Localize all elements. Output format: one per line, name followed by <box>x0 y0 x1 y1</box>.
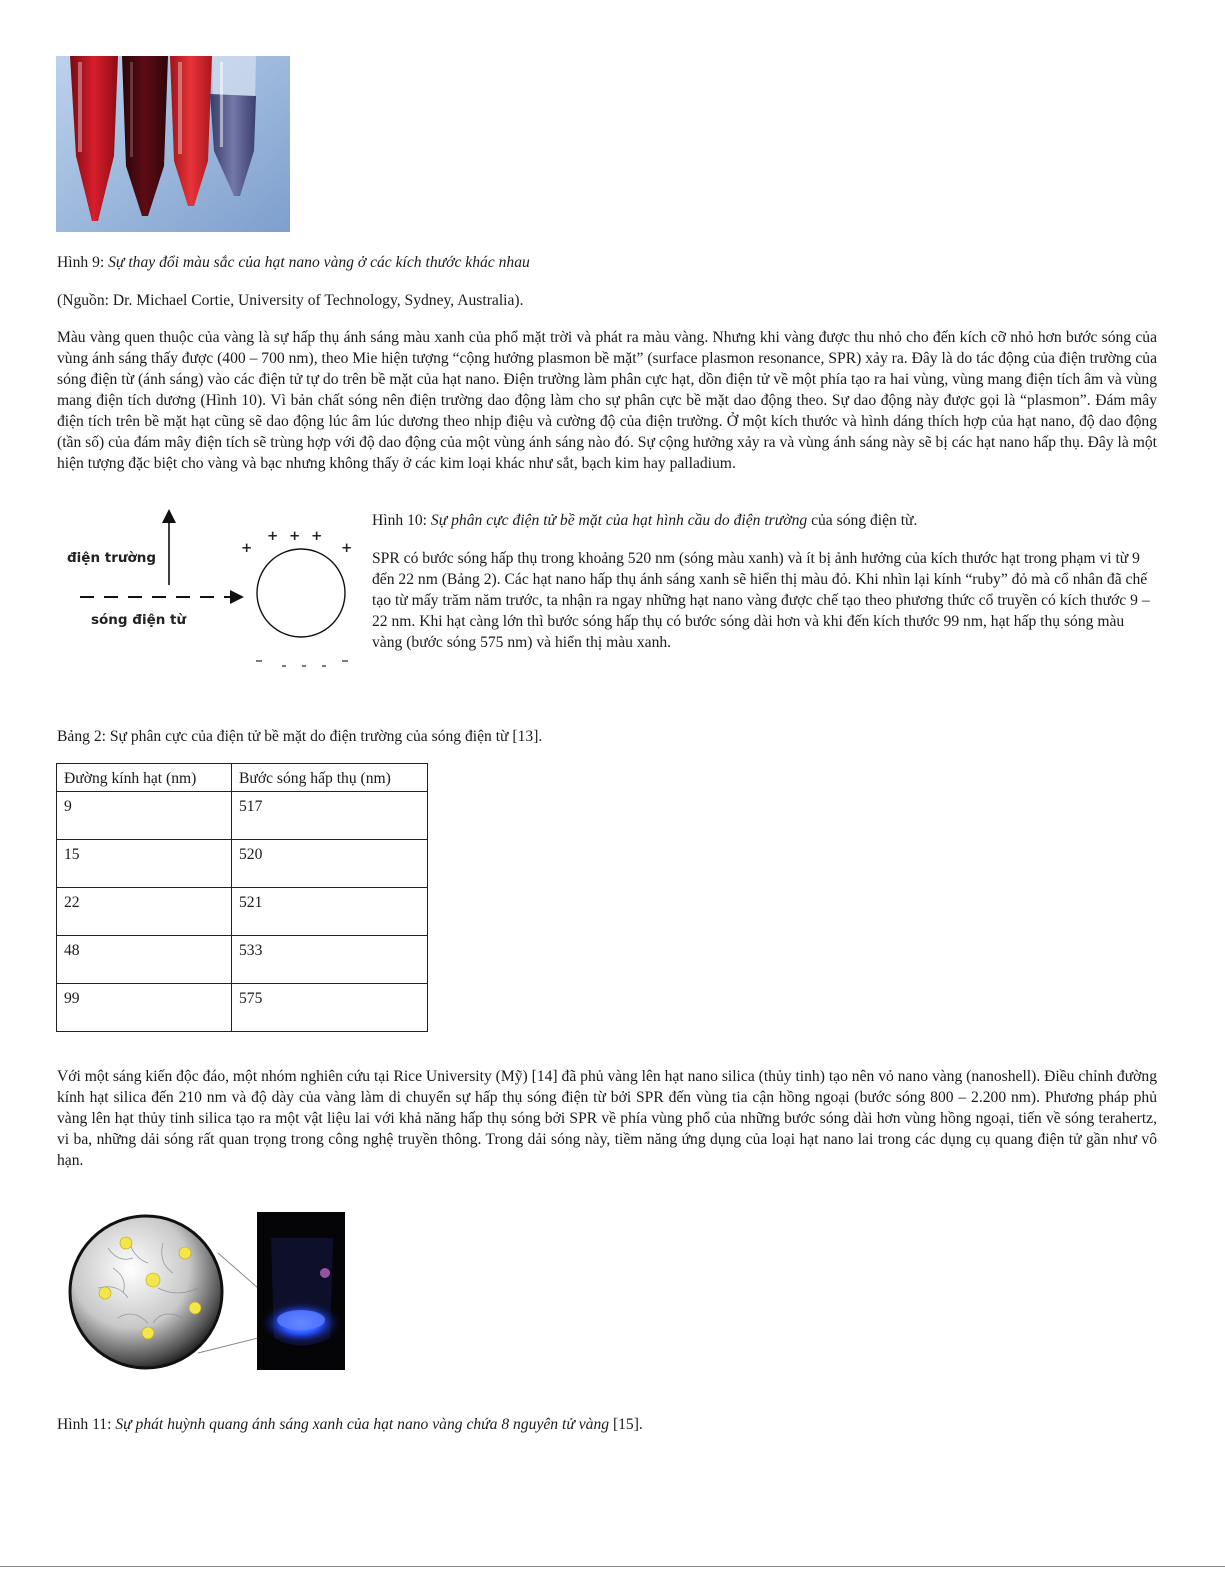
figure-9-caption: Hình 9: Sự thay đổi màu sắc của hạt nano vàng ở các kích thước khác nhau <box>57 254 530 271</box>
table-cell: 9 <box>57 792 232 840</box>
paragraph-spr-wavelength: SPR có bước sóng hấp thụ trong khoảng 520 nm (sóng màu xanh) và ít bị ảnh hưởng của kích thước hạt trong phạm vi từ 9 đến 22 nm (Bảng 2). Các hạt nano hấp thụ ánh sáng xanh sẽ hiển thị màu đỏ. Khi nhìn lại kính “ruby” đỏ mà cổ nhân đã chế tạo từ mấy trăm năm trước, ta nhận ra ngay những hạt nano vàng được chế tạo theo phương thức cổ truyền có kích thước 9 – 22 nm. Khi hạt càng lớn thì bước sóng hấp thụ có bước sóng dài hơn và khi đến kích thước 99 nm, hạt hấp thụ sóng màu vàng (bước sóng 575 nm) và hiển thị màu xanh. <box>372 550 1150 651</box>
table-row <box>57 888 428 936</box>
paragraph-nanoshell: Với một sáng kiến độc đáo, một nhóm nghiên cứu tại Rice University (Mỹ) [14] đã phủ vàng lên hạt nano silica (thủy tinh) tạo nên vỏ nano vàng (nanoshell). Điều chỉnh đường kính hạt silica đến 210 nm và độ dày của vàng làm di chuyển sự hấp thụ sóng điện từ bởi SPR đến vùng tia cận hồng ngoại (bước sóng 800 – 2.200 nm). Phương pháp phủ vàng lên hạt thủy tinh silica tạo ra một vật liệu lai với khả năng hấp thụ sóng bởi SPR về phía vùng phổ của những bước sóng dài hơn vùng hồng ngoại, tiến về sóng terahertz, vi ba, những dải sóng rất quan trọng trong công nghệ truyền thông. Trong dải sóng này, tiềm năng ứng dụng của loại hạt nano lai trong các dụng cụ quang điện tử gần như vô hạn. <box>57 1068 1157 1169</box>
figure-11-caption: Hình 11: Sự phát huỳnh quang ánh sáng xanh của hạt nano vàng chứa 8 nguyên tử vàng [15]. <box>57 1416 643 1433</box>
table-header-row <box>57 764 428 792</box>
svg-text:+: + <box>289 528 301 544</box>
positive-charges <box>241 528 352 556</box>
table-row <box>57 984 428 1032</box>
svg-text:+: + <box>311 528 323 544</box>
svg-text:+: + <box>341 540 353 556</box>
table-cell: 22 <box>57 888 232 936</box>
table-row <box>57 840 428 888</box>
svg-text:+: + <box>241 540 253 556</box>
table-cell: 575 <box>232 984 428 1032</box>
polarization-diagram <box>60 505 360 677</box>
table-cell: 517 <box>232 792 428 840</box>
em-wave-label: sóng điện từ <box>91 612 187 628</box>
negative-charges <box>256 661 348 666</box>
table-2-title: Bảng 2: Sự phân cực của điện tử bề mặt do điện trường của sóng điện từ [13]. <box>57 728 543 745</box>
column-header-wavelength: Bước sóng hấp thụ (nm) <box>232 764 428 792</box>
figure-9-source: (Nguồn: Dr. Michael Cortie, University of Technology, Sydney, Australia). <box>57 292 524 309</box>
table-cell: 99 <box>57 984 232 1032</box>
table-cell: 48 <box>57 936 232 984</box>
table-cell: 520 <box>232 840 428 888</box>
electric-field-label: điện trường <box>67 550 157 566</box>
paragraph-spr-intro: Màu vàng quen thuộc của vàng là sự hấp thụ ánh sáng màu xanh của phổ mặt trời và phát ra màu vàng. Nhưng khi vàng được thu nhỏ cho đến kích cỡ nhỏ hơn bước sóng của vùng ánh sáng thấy được (400 – 700 nm), theo Mie hiện tượng “cộng hưởng plasmon bề mặt” (surface plasmon resonance, SPR) xảy ra. Đây là do tác động của điện trường của sóng điện từ (ánh sáng) vào các điện tử tự do trên bề mặt của hạt nano. Điện trường làm phân cực hạt, dồn điện tử về một phía tạo ra hai vùng, vùng mang điện tích âm và vùng mang điện tích dương (Hình 10). Vì bản chất sóng nên điện trường dao động làm cho sự phân cực bề mặt dao động theo. Sự dao động này được gọi là “plasmon”. Đám mây điện tích trên bề mặt hạt cũng sẽ dao động lúc âm lúc dương theo nhịp điệu và cường độ của điện trường. Ở một kích thước và hình dáng thích hợp của hạt nano, độ dao động (tần số) của đám mây điện tích sẽ trùng hợp với độ dao động của một vùng ánh sáng nào đó. Sự cộng hưởng xảy ra và vùng ánh sáng này sẽ bị các hạt nano hấp thụ. Đây là một hiện tượng đặc biệt cho vàng và bạc nhưng không thấy ở các kim loại khác như sắt, bạch kim hay palladium. <box>57 329 1157 472</box>
table-row <box>57 936 428 984</box>
page-bottom-rule <box>0 1566 1225 1567</box>
absorption-table <box>56 763 428 1032</box>
fluorescence-image <box>68 1208 348 1370</box>
svg-text:+: + <box>267 528 279 544</box>
table-cell: 533 <box>232 936 428 984</box>
test-tubes-photo <box>56 56 290 232</box>
table-cell: 15 <box>57 840 232 888</box>
figure-10-caption: Hình 10: Sự phân cực điện tử bề mặt của hạt hình cầu do điện trường của sóng điện từ. <box>372 512 918 529</box>
table-cell: 521 <box>232 888 428 936</box>
column-header-diameter: Đường kính hạt (nm) <box>57 764 232 792</box>
table-row <box>57 792 428 840</box>
